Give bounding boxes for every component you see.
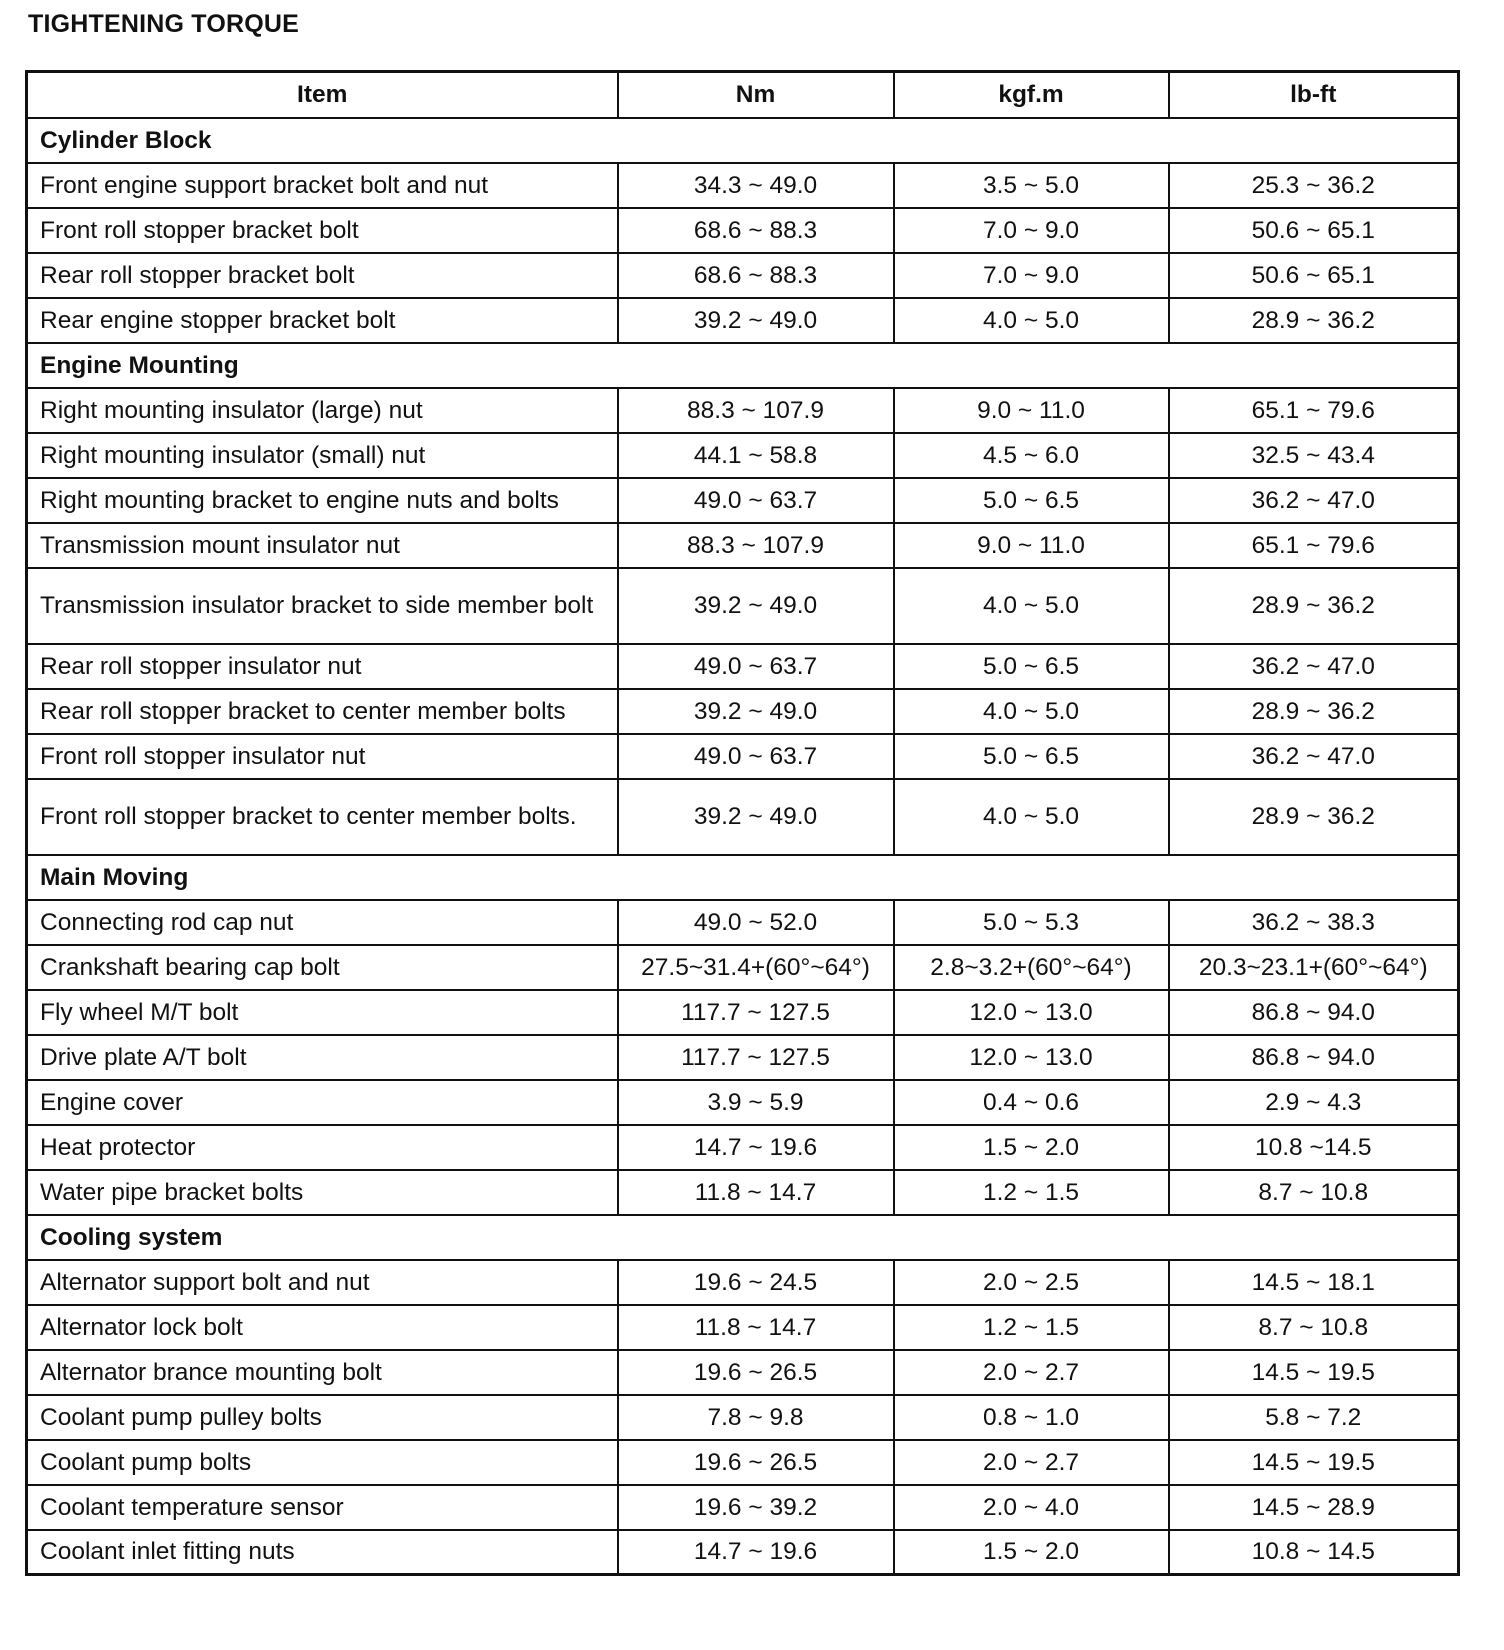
nm-cell: 39.2 ~ 49.0 [618, 298, 894, 343]
lbft-cell: 14.5 ~ 18.1 [1169, 1260, 1459, 1305]
nm-cell: 19.6 ~ 24.5 [618, 1260, 894, 1305]
header-nm: Nm [618, 72, 894, 118]
nm-cell: 49.0 ~ 63.7 [618, 644, 894, 689]
nm-cell: 11.8 ~ 14.7 [618, 1305, 894, 1350]
nm-cell: 49.0 ~ 63.7 [618, 734, 894, 779]
lbft-cell: 14.5 ~ 28.9 [1169, 1485, 1459, 1530]
lbft-cell: 10.8 ~14.5 [1169, 1125, 1459, 1170]
lbft-cell: 28.9 ~ 36.2 [1169, 568, 1459, 644]
item-cell: Front roll stopper bracket to center member bolts. [27, 779, 618, 855]
lbft-cell: 28.9 ~ 36.2 [1169, 689, 1459, 734]
item-cell: Alternator lock bolt [27, 1305, 618, 1350]
torque-table [25, 70, 1460, 1576]
nm-cell: 39.2 ~ 49.0 [618, 689, 894, 734]
kgf-cell: 5.0 ~ 6.5 [894, 644, 1169, 689]
kgf-cell: 4.5 ~ 6.0 [894, 433, 1169, 478]
table-row [27, 990, 1459, 1035]
table-row [27, 568, 1459, 644]
nm-cell: 39.2 ~ 49.0 [618, 779, 894, 855]
table-row [27, 900, 1459, 945]
kgf-cell: 7.0 ~ 9.0 [894, 253, 1169, 298]
table-row [27, 523, 1459, 568]
lbft-cell: 8.7 ~ 10.8 [1169, 1305, 1459, 1350]
table-row [27, 1530, 1459, 1575]
section-row [27, 343, 1459, 388]
kgf-cell: 2.0 ~ 4.0 [894, 1485, 1169, 1530]
lbft-cell: 50.6 ~ 65.1 [1169, 208, 1459, 253]
lbft-cell: 50.6 ~ 65.1 [1169, 253, 1459, 298]
table-row [27, 1305, 1459, 1350]
item-cell: Crankshaft bearing cap bolt [27, 945, 618, 990]
item-cell: Drive plate A/T bolt [27, 1035, 618, 1080]
lbft-cell: 86.8 ~ 94.0 [1169, 990, 1459, 1035]
kgf-cell: 0.8 ~ 1.0 [894, 1395, 1169, 1440]
table-row [27, 734, 1459, 779]
nm-cell: 19.6 ~ 26.5 [618, 1350, 894, 1395]
table-row [27, 388, 1459, 433]
kgf-cell: 4.0 ~ 5.0 [894, 568, 1169, 644]
item-cell: Connecting rod cap nut [27, 900, 618, 945]
kgf-cell: 5.0 ~ 6.5 [894, 478, 1169, 523]
table-row [27, 253, 1459, 298]
kgf-cell: 12.0 ~ 13.0 [894, 1035, 1169, 1080]
lbft-cell: 25.3 ~ 36.2 [1169, 163, 1459, 208]
kgf-cell: 2.0 ~ 2.7 [894, 1350, 1169, 1395]
kgf-cell: 0.4 ~ 0.6 [894, 1080, 1169, 1125]
lbft-cell: 28.9 ~ 36.2 [1169, 779, 1459, 855]
lbft-cell: 36.2 ~ 47.0 [1169, 478, 1459, 523]
item-cell: Coolant pump bolts [27, 1440, 618, 1485]
kgf-cell: 5.0 ~ 5.3 [894, 900, 1169, 945]
table-row [27, 1485, 1459, 1530]
lbft-cell: 2.9 ~ 4.3 [1169, 1080, 1459, 1125]
item-cell: Alternator brance mounting bolt [27, 1350, 618, 1395]
lbft-cell: 5.8 ~ 7.2 [1169, 1395, 1459, 1440]
nm-cell: 49.0 ~ 52.0 [618, 900, 894, 945]
table-row [27, 689, 1459, 734]
kgf-cell: 9.0 ~ 11.0 [894, 388, 1169, 433]
lbft-cell: 10.8 ~ 14.5 [1169, 1530, 1459, 1575]
nm-cell: 39.2 ~ 49.0 [618, 568, 894, 644]
nm-cell: 44.1 ~ 58.8 [618, 433, 894, 478]
table-row [27, 1170, 1459, 1215]
item-cell: Transmission insulator bracket to side member bolt [27, 568, 618, 644]
table-row [27, 1035, 1459, 1080]
nm-cell: 14.7 ~ 19.6 [618, 1530, 894, 1575]
table-row [27, 478, 1459, 523]
item-cell: Front roll stopper insulator nut [27, 734, 618, 779]
nm-cell: 19.6 ~ 26.5 [618, 1440, 894, 1485]
item-cell: Water pipe bracket bolts [27, 1170, 618, 1215]
lbft-cell: 28.9 ~ 36.2 [1169, 298, 1459, 343]
section-row [27, 118, 1459, 163]
lbft-cell: 20.3~23.1+(60°~64°) [1169, 945, 1459, 990]
kgf-cell: 2.0 ~ 2.5 [894, 1260, 1169, 1305]
lbft-cell: 86.8 ~ 94.0 [1169, 1035, 1459, 1080]
section-heading: Cooling system [27, 1215, 1459, 1260]
lbft-cell: 14.5 ~ 19.5 [1169, 1350, 1459, 1395]
header-item: Item [27, 72, 618, 118]
table-row [27, 1080, 1459, 1125]
item-cell: Rear roll stopper insulator nut [27, 644, 618, 689]
lbft-cell: 36.2 ~ 47.0 [1169, 734, 1459, 779]
nm-cell: 19.6 ~ 39.2 [618, 1485, 894, 1530]
lbft-cell: 36.2 ~ 47.0 [1169, 644, 1459, 689]
lbft-cell: 65.1 ~ 79.6 [1169, 523, 1459, 568]
nm-cell: 88.3 ~ 107.9 [618, 388, 894, 433]
kgf-cell: 4.0 ~ 5.0 [894, 689, 1169, 734]
lbft-cell: 32.5 ~ 43.4 [1169, 433, 1459, 478]
lbft-cell: 65.1 ~ 79.6 [1169, 388, 1459, 433]
lbft-cell: 14.5 ~ 19.5 [1169, 1440, 1459, 1485]
section-row [27, 1215, 1459, 1260]
section-heading: Cylinder Block [27, 118, 1459, 163]
lbft-cell: 36.2 ~ 38.3 [1169, 900, 1459, 945]
header-kgf: kgf.m [894, 72, 1169, 118]
item-cell: Right mounting insulator (small) nut [27, 433, 618, 478]
nm-cell: 117.7 ~ 127.5 [618, 990, 894, 1035]
nm-cell: 27.5~31.4+(60°~64°) [618, 945, 894, 990]
kgf-cell: 3.5 ~ 5.0 [894, 163, 1169, 208]
item-cell: Coolant temperature sensor [27, 1485, 618, 1530]
item-cell: Front roll stopper bracket bolt [27, 208, 618, 253]
item-cell: Heat protector [27, 1125, 618, 1170]
table-row [27, 298, 1459, 343]
kgf-cell: 2.0 ~ 2.7 [894, 1440, 1169, 1485]
kgf-cell: 7.0 ~ 9.0 [894, 208, 1169, 253]
page-title: TIGHTENING TORQUE [28, 10, 300, 38]
table-row [27, 433, 1459, 478]
kgf-cell: 12.0 ~ 13.0 [894, 990, 1169, 1035]
item-cell: Coolant inlet fitting nuts [27, 1530, 618, 1575]
table-row [27, 1125, 1459, 1170]
item-cell: Rear engine stopper bracket bolt [27, 298, 618, 343]
kgf-cell: 2.8~3.2+(60°~64°) [894, 945, 1169, 990]
item-cell: Transmission mount insulator nut [27, 523, 618, 568]
kgf-cell: 4.0 ~ 5.0 [894, 298, 1169, 343]
section-row [27, 855, 1459, 900]
item-cell: Rear roll stopper bracket to center member bolts [27, 689, 618, 734]
table-row [27, 163, 1459, 208]
nm-cell: 3.9 ~ 5.9 [618, 1080, 894, 1125]
item-cell: Alternator support bolt and nut [27, 1260, 618, 1305]
nm-cell: 68.6 ~ 88.3 [618, 208, 894, 253]
nm-cell: 49.0 ~ 63.7 [618, 478, 894, 523]
nm-cell: 117.7 ~ 127.5 [618, 1035, 894, 1080]
item-cell: Fly wheel M/T bolt [27, 990, 618, 1035]
header-lbft: lb-ft [1169, 72, 1459, 118]
kgf-cell: 1.2 ~ 1.5 [894, 1305, 1169, 1350]
table-row [27, 644, 1459, 689]
table-row [27, 779, 1459, 855]
item-cell: Right mounting insulator (large) nut [27, 388, 618, 433]
kgf-cell: 5.0 ~ 6.5 [894, 734, 1169, 779]
kgf-cell: 1.5 ~ 2.0 [894, 1530, 1169, 1575]
nm-cell: 14.7 ~ 19.6 [618, 1125, 894, 1170]
table-row [27, 945, 1459, 990]
item-cell: Coolant pump pulley bolts [27, 1395, 618, 1440]
kgf-cell: 4.0 ~ 5.0 [894, 779, 1169, 855]
nm-cell: 34.3 ~ 49.0 [618, 163, 894, 208]
table-row [27, 1395, 1459, 1440]
item-cell: Front engine support bracket bolt and nut [27, 163, 618, 208]
section-heading: Engine Mounting [27, 343, 1459, 388]
item-cell: Rear roll stopper bracket bolt [27, 253, 618, 298]
section-heading: Main Moving [27, 855, 1459, 900]
table-row [27, 1440, 1459, 1485]
table-row [27, 1350, 1459, 1395]
nm-cell: 88.3 ~ 107.9 [618, 523, 894, 568]
kgf-cell: 9.0 ~ 11.0 [894, 523, 1169, 568]
table-header-row [27, 72, 1459, 118]
nm-cell: 7.8 ~ 9.8 [618, 1395, 894, 1440]
kgf-cell: 1.2 ~ 1.5 [894, 1170, 1169, 1215]
kgf-cell: 1.5 ~ 2.0 [894, 1125, 1169, 1170]
item-cell: Right mounting bracket to engine nuts and bolts [27, 478, 618, 523]
lbft-cell: 8.7 ~ 10.8 [1169, 1170, 1459, 1215]
item-cell: Engine cover [27, 1080, 618, 1125]
table-row [27, 208, 1459, 253]
nm-cell: 68.6 ~ 88.3 [618, 253, 894, 298]
nm-cell: 11.8 ~ 14.7 [618, 1170, 894, 1215]
table-row [27, 1260, 1459, 1305]
